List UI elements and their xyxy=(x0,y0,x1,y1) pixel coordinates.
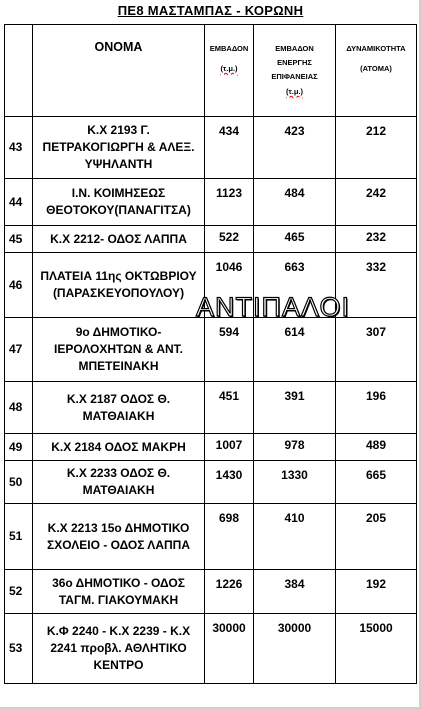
table-row xyxy=(5,117,417,179)
table-row xyxy=(5,382,417,434)
row-area: 522 xyxy=(205,226,254,253)
row-number: 52 xyxy=(5,570,33,614)
row-area: 594 xyxy=(205,318,254,382)
row-number: 48 xyxy=(5,382,33,434)
table-row xyxy=(5,434,417,461)
row-name: Κ.Χ 2213 15ο ΔΗΜΟΤΙΚΟ ΣΧΟΛΕΙΟ - ΟΔΟΣ ΛΑΠΠΑ xyxy=(33,504,205,570)
row-capacity: 205 xyxy=(336,504,417,570)
row-number: 45 xyxy=(5,226,33,253)
row-number: 49 xyxy=(5,434,33,461)
table-row xyxy=(5,570,417,614)
row-capacity: 242 xyxy=(336,179,417,226)
table-row xyxy=(5,179,417,226)
row-number: 44 xyxy=(5,179,33,226)
row-active-area: 465 xyxy=(254,226,336,253)
row-area: 1007 xyxy=(205,434,254,461)
row-active-area: 614 xyxy=(254,318,336,382)
row-area: 434 xyxy=(205,117,254,179)
row-number: 43 xyxy=(5,117,33,179)
row-area: 1046 xyxy=(205,253,254,318)
row-area: 698 xyxy=(205,504,254,570)
row-active-area: 410 xyxy=(254,504,336,570)
row-number: 51 xyxy=(5,504,33,570)
row-area: 1226 xyxy=(205,570,254,614)
header-area: ΕΜΒΑΔΟΝ (τ.μ.) xyxy=(205,25,254,117)
row-capacity: 665 xyxy=(336,461,417,504)
row-name: Κ.Χ 2193 Γ. ΠΕΤΡΑΚΟΓΙΩΡΓΗ & ΑΛΕΞ. ΥΨΗΛΑΝΤΗ xyxy=(33,117,205,179)
row-name: Κ.Χ 2187 ΟΔΟΣ Θ. ΜΑΤΘΑΙΑΚΗ xyxy=(33,382,205,434)
row-capacity: 192 xyxy=(336,570,417,614)
row-number: 50 xyxy=(5,461,33,504)
header-number xyxy=(5,25,33,117)
row-name: Κ.Χ 2233 ΟΔΟΣ Θ. ΜΑΤΘΑΙΑΚΗ xyxy=(33,461,205,504)
row-capacity: 332 xyxy=(336,253,417,318)
row-active-area: 978 xyxy=(254,434,336,461)
row-capacity: 232 xyxy=(336,226,417,253)
header-active-area: ΕΜΒΑΔΟΝ ΕΝΕΡΓΗΣ ΕΠΙΦΑΝΕΙΑΣ (τ.μ.) xyxy=(254,25,336,117)
row-name: ΠΛΑΤΕΙΑ 11ης ΟΚΤΩΒΡΙΟΥ (ΠΑΡΑΣΚΕΥΟΠΟΥΛΟΥ) xyxy=(33,253,205,318)
row-active-area: 30000 xyxy=(254,614,336,684)
row-area: 451 xyxy=(205,382,254,434)
row-name: Κ.Χ 2184 ΟΔΟΣ ΜΑΚΡΗ xyxy=(33,434,205,461)
row-active-area: 1330 xyxy=(254,461,336,504)
table-row xyxy=(5,504,417,570)
table-row xyxy=(5,461,417,504)
row-number: 46 xyxy=(5,253,33,318)
header-row xyxy=(5,25,417,117)
row-capacity: 307 xyxy=(336,318,417,382)
row-number: 47 xyxy=(5,318,33,382)
page-title: ΠΕ8 ΜΑΣΤΑΜΠΑΣ - ΚΟΡΩΝΗ xyxy=(117,3,304,18)
row-area: 1123 xyxy=(205,179,254,226)
row-active-area: 384 xyxy=(254,570,336,614)
row-active-area: 391 xyxy=(254,382,336,434)
row-active-area: 423 xyxy=(254,117,336,179)
row-capacity: 15000 xyxy=(336,614,417,684)
table-row xyxy=(5,226,417,253)
table-row xyxy=(5,318,417,382)
table-row xyxy=(5,614,417,684)
row-capacity: 196 xyxy=(336,382,417,434)
table-row xyxy=(5,253,417,318)
row-name: Κ.Φ 2240 - Κ.Χ 2239 - Κ.Χ 2241 προβλ. ΑΘΛΗΤΙΚΟ ΚΕΝΤΡΟ xyxy=(33,614,205,684)
row-name: 9ο ΔΗΜΟΤΙΚΟ- ΙΕΡΟΛΟΧΗΤΩΝ & ΑΝΤ. ΜΠΕΤΕΙΝΑΚΗ xyxy=(33,318,205,382)
row-name: Κ.Χ 2212- ΟΔΟΣ ΛΑΠΠΑ xyxy=(33,226,205,253)
sites-table xyxy=(4,24,417,684)
row-active-area: 484 xyxy=(254,179,336,226)
row-area: 1430 xyxy=(205,461,254,504)
row-number: 53 xyxy=(5,614,33,684)
watermark-text: ΑΝΤΙΠΑΛΟΙ xyxy=(196,292,350,322)
row-area: 30000 xyxy=(205,614,254,684)
header-capacity: ΔΥΝΑΜΙΚΟΤΗΤΑ (ΑΤΟΜΑ) xyxy=(336,25,417,117)
header-name: ΟΝΟΜΑ xyxy=(33,25,205,117)
row-capacity: 489 xyxy=(336,434,417,461)
row-capacity: 212 xyxy=(336,117,417,179)
row-active-area: 663 xyxy=(254,253,336,318)
row-name: 36ο ΔΗΜΟΤΙΚΟ - ΟΔΟΣ ΤΑΓΜ. ΓΙΑΚΟΥΜΑΚΗ xyxy=(33,570,205,614)
row-name: Ι.Ν. ΚΟΙΜΗΣΕΩΣ ΘΕΟΤΟΚΟΥ(ΠΑΝΑΓΙΤΣΑ) xyxy=(33,179,205,226)
